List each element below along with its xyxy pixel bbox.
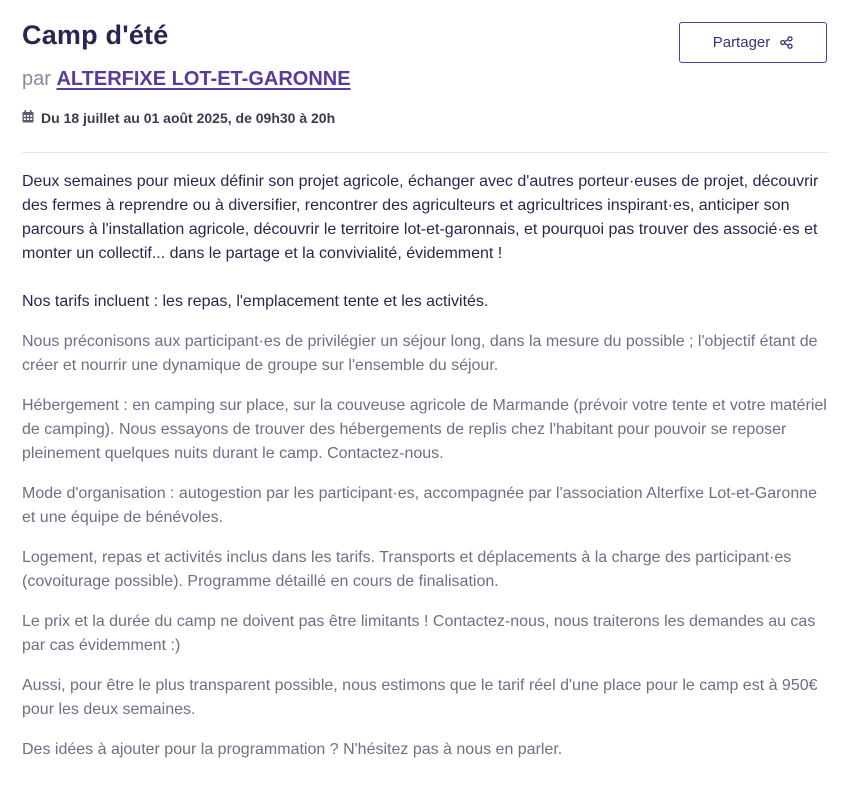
event-dates: [22, 110, 335, 126]
page-title: Camp d'été: [22, 20, 169, 50]
description-tarifs: Nos tarifs incluent : les repas, l'emplacement tente et les activités.: [22, 293, 489, 310]
byline: [22, 68, 351, 91]
share-button[interactable]: [679, 22, 827, 63]
share-icon: [780, 36, 793, 49]
description-paragraph: Hébergement : en camping sur place, sur la couveuse agricole de Marmande (prévoir votre tente et votre matériel de camping). Nous essayons de trouver des hébergements de replis chez l'habitant pour pouvoir se reposer pleinement quelques nuits durant le camp. Contactez-nous.: [22, 397, 827, 462]
description-paragraph: Nous préconisons aux participant·es de privilégier un séjour long, dans la mesure du possible ; l'objectif étant de créer et nourrir une dynamique de groupe sur l'ensemble du séjour.: [22, 333, 818, 374]
organizer-link[interactable]: ALTERFIXE LOT-ET-GARONNE: [56, 68, 351, 90]
description-paragraph: Logement, repas et activités inclus dans les tarifs. Transports et déplacements à la charge des participant·es (covoiturage possible). Programme détaillé en cours de finalisation.: [22, 549, 792, 590]
calendar-icon: [22, 110, 34, 126]
description-paragraph: Mode d'organisation : autogestion par les participant·es, accompagnée par l'association Alterfixe Lot-et-Garonne et une équipe de bénévoles.: [22, 485, 818, 526]
event-dates-text: Du 18 juillet au 01 août 2025, de 09h30 à 20h: [41, 110, 336, 126]
byline-prefix: par: [22, 68, 51, 90]
description-paragraph: Aussi, pour être le plus transparent possible, nous estimons que le tarif réel d'une place pour le camp est à 950€ pour les deux semaines.: [22, 677, 818, 718]
event-description: [22, 170, 832, 762]
share-button-label: Partager: [712, 34, 771, 51]
divider: [22, 152, 829, 153]
description-intro: Deux semaines pour mieux définir son projet agricole, échanger avec d'autres porteur·euses de projet, découvrir des fermes à reprendre ou à diversifier, rencontrer des agriculteurs et agricultrices inspirant·es, anticiper son parcours à l'installation agricole, découvrir le territoire lot-et-garonnais, et pourquoi pas trouver des associé·es et monter un collectif... dans le partage et la convivialité, évidemment !: [22, 173, 819, 262]
description-paragraph: Des idées à ajouter pour la programmation ? N'hésitez pas à nous en parler.: [22, 741, 563, 758]
description-paragraph: Le prix et la durée du camp ne doivent pas être limitants ! Contactez-nous, nous traiterons les demandes au cas par cas évidemment :): [22, 613, 816, 654]
